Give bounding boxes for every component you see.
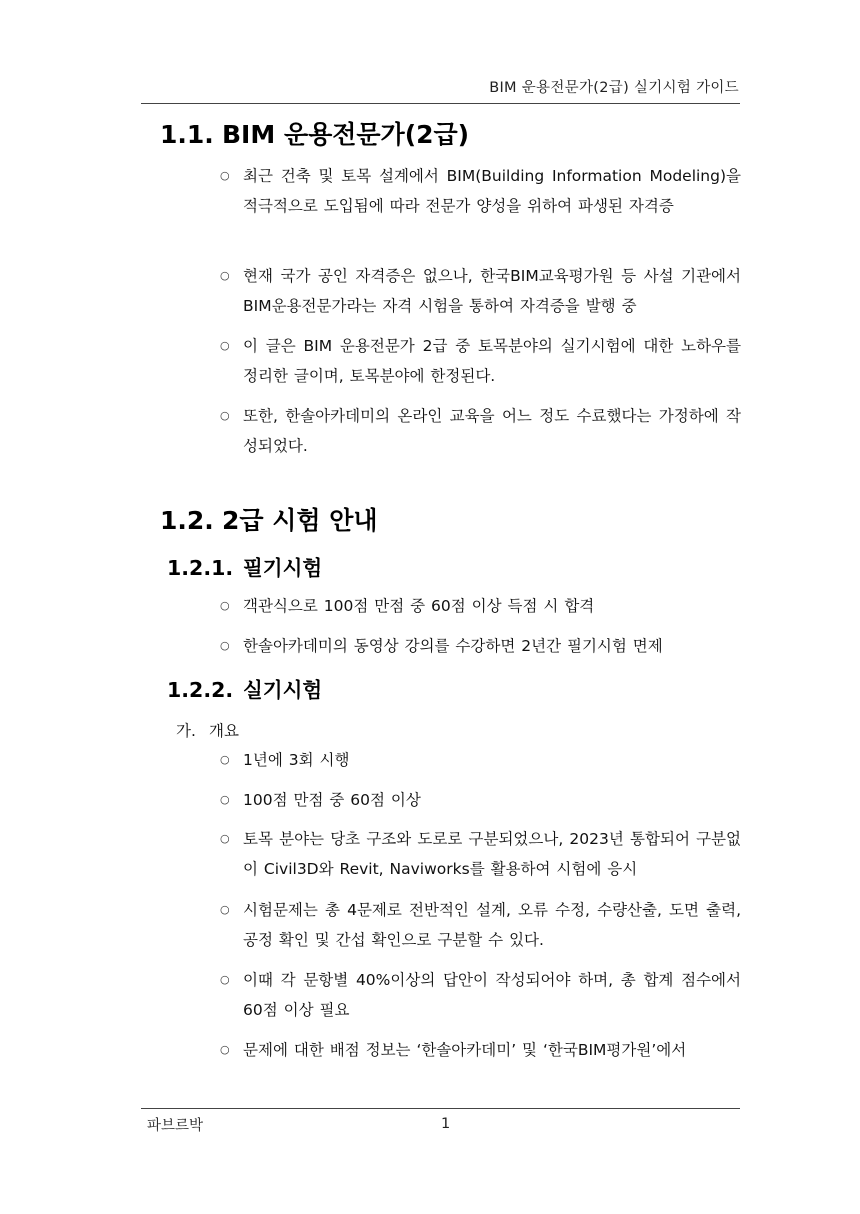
circle-bullet-icon: ○: [220, 793, 230, 806]
list-item: ○ 한솔아카데미의 동영상 강의를 수강하면 2년간 필기시험 면제: [220, 631, 741, 661]
item-number: 가.: [176, 722, 196, 740]
list-item: ○ 토목 분야는 당초 구조와 도로로 구분되었으나, 2023년 통합되어 구분없이 Civil3D와 Revit, Naviworks를 활용하여 시험에 응시: [220, 824, 741, 884]
circle-bullet-icon: ○: [220, 639, 230, 652]
list-item: ○ 100점 만점 중 60점 이상: [220, 785, 741, 815]
circle-bullet-icon: ○: [220, 339, 230, 352]
item-heading-overview: [176, 719, 239, 741]
section-number: 1.2.: [160, 506, 214, 535]
circle-bullet-icon: ○: [220, 832, 230, 845]
list-item: ○ 1년에 3회 시행: [220, 745, 741, 775]
section-heading-1-1: [160, 115, 469, 151]
section-number: 1.1.: [160, 120, 214, 149]
running-header-title: BIM 운용전문가(2급) 실기시험 가이드: [489, 80, 739, 96]
subsection-number: 1.2.2.: [167, 678, 234, 702]
circle-bullet-icon: ○: [220, 409, 230, 422]
list-item: ○ 이 글은 BIM 운용전문가 2급 중 토목분야의 실기시험에 대한 노하우를 정리한 글이며, 토목분야에 한정된다.: [220, 331, 741, 391]
circle-bullet-icon: ○: [220, 1043, 230, 1056]
circle-bullet-icon: ○: [220, 599, 230, 612]
footer-divider: [141, 1108, 740, 1109]
section-heading-1-2: [160, 501, 378, 537]
circle-bullet-icon: ○: [220, 169, 230, 182]
circle-bullet-icon: ○: [220, 269, 230, 282]
section-title: 2급 시험 안내: [222, 506, 378, 535]
list-item: ○ 또한, 한솔아카데미의 온라인 교육을 어느 정도 수료했다는 가정하에 작성되었다.: [220, 401, 741, 461]
list-item: ○ 객관식으로 100점 만점 중 60점 이상 득점 시 합격: [220, 591, 741, 621]
footer-author: 파브르박: [147, 1118, 204, 1134]
subsection-title: 필기시험: [243, 556, 323, 580]
list-item: ○ 이때 각 문항별 40%이상의 답안이 작성되어야 하며, 총 합계 점수에서 60점 이상 필요: [220, 965, 741, 1025]
item-title: 개요: [209, 722, 239, 740]
header-divider: [141, 103, 740, 104]
subsection-number: 1.2.1.: [167, 556, 234, 580]
circle-bullet-icon: ○: [220, 753, 230, 766]
list-item: ○ 현재 국가 공인 자격증은 없으나, 한국BIM교육평가원 등 사설 기관에서 BIM운용전문가라는 자격 시험을 통하여 자격증을 발행 중: [220, 261, 741, 321]
list-item: ○ 최근 건축 및 토목 설계에서 BIM(Building Information Modeling)을 적극적으로 도입됨에 따라 전문가 양성을 위하여 파생된 자격증: [220, 161, 741, 221]
page-number: 1: [441, 1116, 451, 1132]
subsection-heading-1-2-1: [167, 551, 322, 581]
list-item: ○ 시험문제는 총 4문제로 전반적인 설계, 오류 수정, 수량산출, 도면 출력, 공정 확인 및 간섭 확인으로 구분할 수 있다.: [220, 895, 741, 955]
subsection-title: 실기시험: [243, 678, 323, 702]
circle-bullet-icon: ○: [220, 973, 230, 986]
section-title: BIM 운용전문가(2급): [222, 120, 470, 149]
list-item: ○ 문제에 대한 배점 정보는 ‘한솔아카데미’ 및 ‘한국BIM평가원’에서: [220, 1035, 741, 1065]
circle-bullet-icon: ○: [220, 903, 230, 916]
subsection-heading-1-2-2: [167, 673, 322, 703]
